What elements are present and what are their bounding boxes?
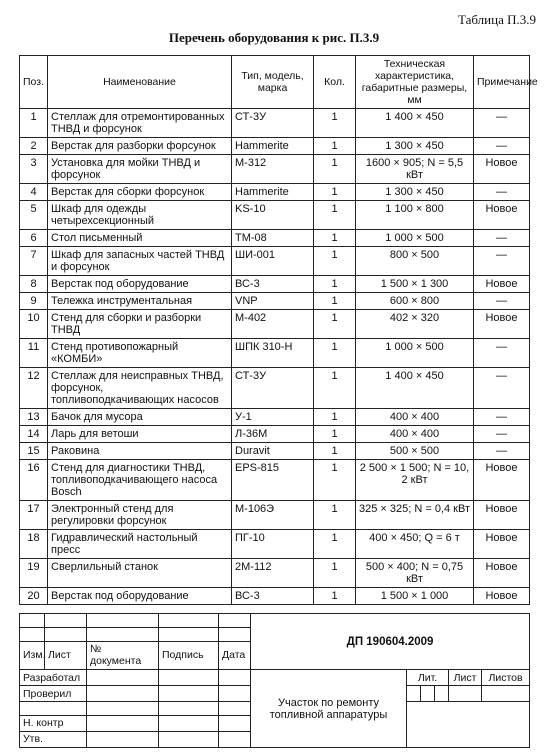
cell-pos: 12 (20, 368, 48, 409)
cell-pos: 16 (20, 460, 48, 501)
cell-spec: 2 500 × 1 500; N = 10, 2 кВт (356, 460, 474, 501)
cell-spec: 600 × 800 (356, 293, 474, 310)
cell-pos: 19 (20, 559, 48, 588)
table-row (20, 460, 530, 501)
cell-name: Тележка инструментальная (48, 293, 232, 310)
table-row (20, 588, 530, 605)
cell-type: Л-36М (232, 426, 314, 443)
cell-qty: 1 (314, 109, 356, 138)
cell-qty: 1 (314, 339, 356, 368)
cell-note: — (474, 109, 530, 138)
cell-note: — (474, 230, 530, 247)
col-header-type: Тип, модель, марка (232, 56, 314, 109)
table-row (20, 443, 530, 460)
cell-type: ВС-3 (232, 588, 314, 605)
cell-pos: 6 (20, 230, 48, 247)
cell-pos: 20 (20, 588, 48, 605)
col-header-name: Наименование (48, 56, 232, 109)
cell-pos: 10 (20, 310, 48, 339)
cell-name: Верстак для сборки форсунок (48, 184, 232, 201)
cell-type: СТ-3У (232, 109, 314, 138)
cell-pos: 9 (20, 293, 48, 310)
cell-note: — (474, 184, 530, 201)
cell-spec: 1 000 × 500 (356, 230, 474, 247)
cell-qty: 1 (314, 559, 356, 588)
table-row (20, 310, 530, 339)
cell-spec: 1 300 × 450 (356, 184, 474, 201)
cell-note: Новое (474, 501, 530, 530)
table-row (20, 201, 530, 230)
table-row (20, 530, 530, 559)
cell-qty: 1 (314, 588, 356, 605)
table-row (20, 155, 530, 184)
col-header-pos: Поз. (20, 56, 48, 109)
cell-note: — (474, 293, 530, 310)
cell-pos: 4 (20, 184, 48, 201)
cell-type: VNP (232, 293, 314, 310)
stamp-developed-label: Разработал (20, 670, 87, 686)
cell-type: ШПК 310-Н (232, 339, 314, 368)
stamp-sheet-label: Лист (45, 641, 87, 670)
cell-note: Новое (474, 276, 530, 293)
cell-pos: 2 (20, 138, 48, 155)
page-title: Перечень оборудования к рис. П.3.9 (168, 30, 380, 45)
stamp-sheet-head: Лист (449, 670, 482, 686)
cell-name: Верстак для разборки форсунок (48, 138, 232, 155)
cell-pos: 7 (20, 247, 48, 276)
stamp-docnum-label: № документа (87, 641, 159, 670)
cell-name: Стенд противопожарный «КОМБИ» (48, 339, 232, 368)
cell-qty: 1 (314, 247, 356, 276)
table-row (20, 293, 530, 310)
cell-note: — (474, 368, 530, 409)
cell-spec: 500 × 400; N = 0,75 кВт (356, 559, 474, 588)
document-name: Участок по ремонту топливной аппаратуры (251, 670, 407, 748)
cell-spec: 1 300 × 450 (356, 138, 474, 155)
cell-name: Сверлильный станок (48, 559, 232, 588)
cell-name: Электронный стенд для регулировки форсунок (48, 501, 232, 530)
cell-pos: 11 (20, 339, 48, 368)
cell-qty: 1 (314, 184, 356, 201)
cell-qty: 1 (314, 138, 356, 155)
cell-qty: 1 (314, 426, 356, 443)
stamp-lit-label: Лит. (407, 670, 449, 686)
cell-spec: 325 × 325; N = 0,4 кВт (356, 501, 474, 530)
cell-spec: 800 × 500 (356, 247, 474, 276)
cell-spec: 400 × 400 (356, 426, 474, 443)
cell-qty: 1 (314, 443, 356, 460)
cell-note: Новое (474, 460, 530, 501)
cell-type: ВС-3 (232, 276, 314, 293)
cell-spec: 400 × 400 (356, 409, 474, 426)
cell-type: У-1 (232, 409, 314, 426)
table-row (20, 426, 530, 443)
cell-name: Раковина (48, 443, 232, 460)
cell-pos: 3 (20, 155, 48, 184)
cell-spec: 500 × 500 (356, 443, 474, 460)
table-row (20, 276, 530, 293)
cell-type: 2М-112 (232, 559, 314, 588)
cell-spec: 1 400 × 450 (356, 368, 474, 409)
cell-note: — (474, 426, 530, 443)
cell-name: Стол письменный (48, 230, 232, 247)
cell-note: Новое (474, 588, 530, 605)
table-row (20, 501, 530, 530)
cell-spec: 402 × 320 (356, 310, 474, 339)
cell-type: EPS-815 (232, 460, 314, 501)
cell-name: Шкаф для одежды четырехсекционный (48, 201, 232, 230)
cell-spec: 1 100 × 800 (356, 201, 474, 230)
cell-type: Duravit (232, 443, 314, 460)
cell-note: — (474, 247, 530, 276)
table-row (20, 109, 530, 138)
cell-pos: 18 (20, 530, 48, 559)
cell-spec: 1 500 × 1 300 (356, 276, 474, 293)
stamp-checked-label: Проверил (20, 686, 87, 702)
cell-name: Шкаф для запасных частей ТНВД и форсунок (48, 247, 232, 276)
cell-qty: 1 (314, 409, 356, 426)
cell-qty: 1 (314, 368, 356, 409)
stamp-approved-label: Утв. (20, 731, 87, 747)
cell-note: Новое (474, 155, 530, 184)
cell-type: Hammerite (232, 138, 314, 155)
cell-qty: 1 (314, 501, 356, 530)
cell-note: Новое (474, 310, 530, 339)
cell-qty: 1 (314, 310, 356, 339)
cell-qty: 1 (314, 530, 356, 559)
cell-type: ШИ-001 (232, 247, 314, 276)
cell-type: ПГ-10 (232, 530, 314, 559)
cell-pos: 14 (20, 426, 48, 443)
col-header-note: Примечание (474, 56, 530, 109)
cell-spec: 1 400 × 450 (356, 109, 474, 138)
col-header-spec: Техническая характеристика, габаритные размеры, мм (356, 56, 474, 109)
cell-type: М-312 (232, 155, 314, 184)
cell-pos: 8 (20, 276, 48, 293)
stamp-signature-label: Подпись (159, 641, 219, 670)
cell-pos: 5 (20, 201, 48, 230)
cell-note: Новое (474, 559, 530, 588)
cell-name: Установка для мойки ТНВД и форсунок (48, 155, 232, 184)
equipment-table (19, 55, 538, 605)
cell-type: KS-10 (232, 201, 314, 230)
cell-note: — (474, 138, 530, 155)
stamp-change-label: Изм. (20, 641, 45, 670)
cell-name: Ларь для ветоши (48, 426, 232, 443)
table-row (20, 247, 530, 276)
cell-name: Стенд для сборки и разборки ТНВД (48, 310, 232, 339)
cell-name: Стенд для диагностики ТНВД, топливоподкачивающего насоса Bosch (48, 460, 232, 501)
cell-spec: 1 500 × 1 000 (356, 588, 474, 605)
table-row (20, 409, 530, 426)
cell-spec: 400 × 450; Q = 6 т (356, 530, 474, 559)
cell-qty: 1 (314, 460, 356, 501)
table-row (20, 339, 530, 368)
table-row (20, 230, 530, 247)
cell-note: Новое (474, 530, 530, 559)
cell-spec: 1600 × 905; N = 5,5 кВт (356, 155, 474, 184)
cell-qty: 1 (314, 155, 356, 184)
cell-note: — (474, 443, 530, 460)
document-code: ДП 190604.2009 (251, 614, 530, 670)
cell-pos: 15 (20, 443, 48, 460)
cell-note: — (474, 409, 530, 426)
cell-qty: 1 (314, 276, 356, 293)
cell-name: Верстак под оборудование (48, 588, 232, 605)
table-label: Таблица П.3.9 (458, 12, 536, 27)
cell-note: Новое (474, 201, 530, 230)
cell-spec: 1 000 × 500 (356, 339, 474, 368)
cell-note: — (474, 339, 530, 368)
cell-type: М-106Э (232, 501, 314, 530)
col-header-qty: Кол. (314, 56, 356, 109)
stamp-sheets-head: Листов (482, 670, 530, 686)
cell-type: М-402 (232, 310, 314, 339)
cell-type: Hammerite (232, 184, 314, 201)
table-row (20, 138, 530, 155)
stamp-norm-control-label: Н. контр (20, 716, 87, 732)
cell-name: Стеллаж для неисправных ТНВД, форсунок, топливоподкачивающих насосов (48, 368, 232, 409)
cell-type: ТМ-08 (232, 230, 314, 247)
cell-name: Гидравлический настольный пресс (48, 530, 232, 559)
cell-name: Стеллаж для отремонтированных ТНВД и форсунок (48, 109, 232, 138)
cell-pos: 17 (20, 501, 48, 530)
cell-name: Верстак под оборудование (48, 276, 232, 293)
table-row (20, 184, 530, 201)
table-row (20, 559, 530, 588)
cell-name: Бачок для мусора (48, 409, 232, 426)
cell-qty: 1 (314, 230, 356, 247)
cell-type: СТ-3У (232, 368, 314, 409)
cell-qty: 1 (314, 293, 356, 310)
table-row (20, 368, 530, 409)
stamp-date-label: Дата (219, 641, 251, 670)
cell-pos: 1 (20, 109, 48, 138)
title-block (19, 613, 529, 748)
cell-pos: 13 (20, 409, 48, 426)
cell-qty: 1 (314, 201, 356, 230)
